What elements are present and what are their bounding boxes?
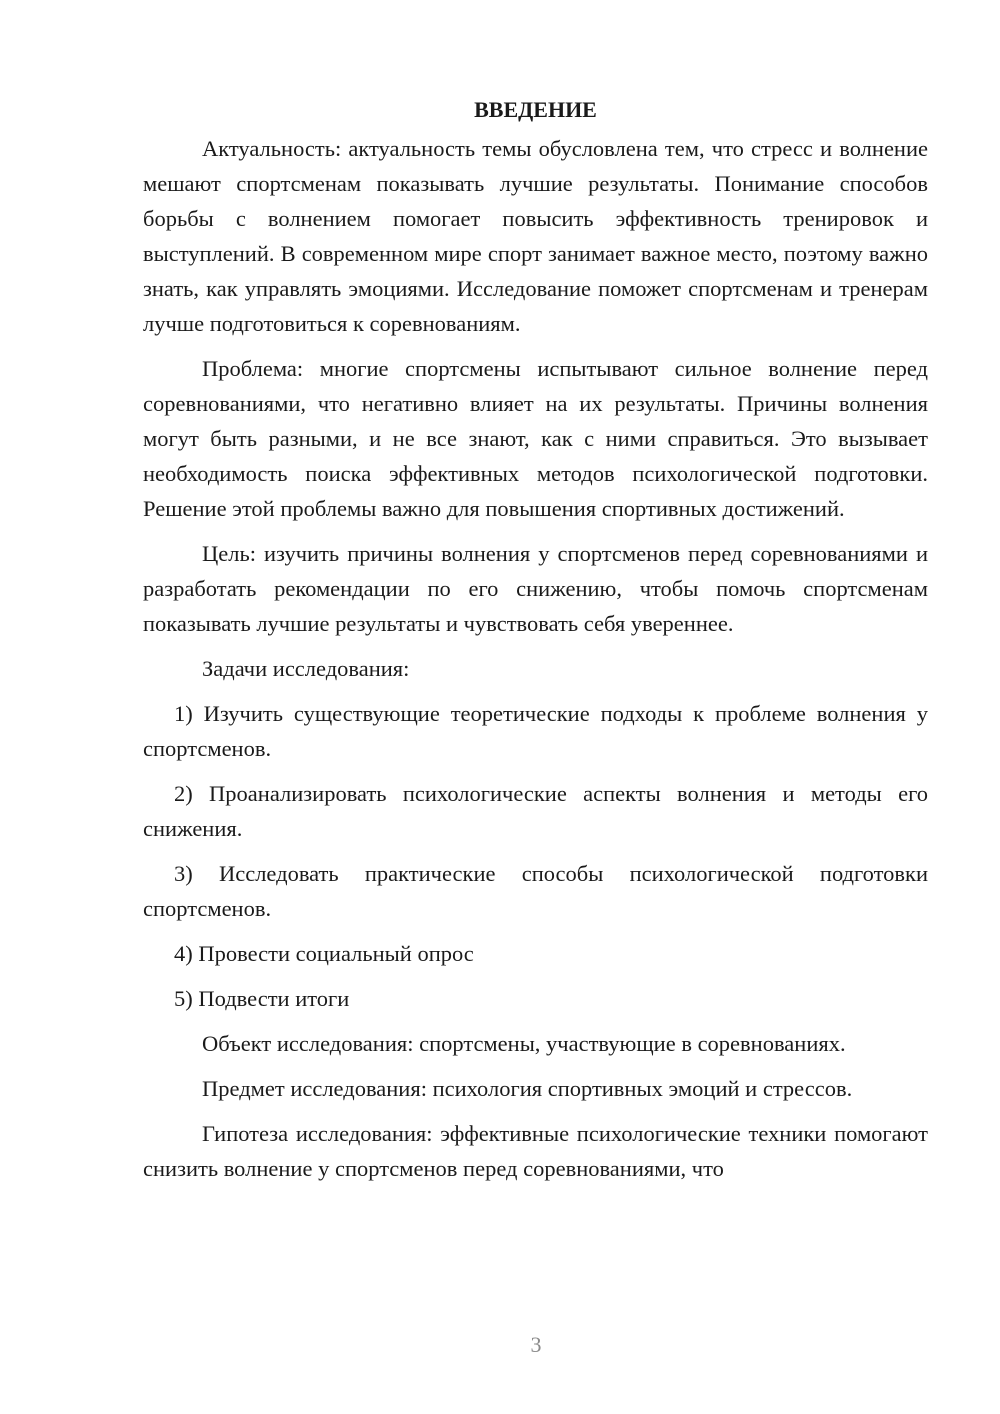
- paragraph-problem: Проблема: многие спортсмены испытывают сильное волнение перед соревнованиями, что негативно влияет на их результаты. Причины волнения могут быть разными, и не все знают, как с ними справиться. Это вызывает необходимость поиска эффективных методов психологической подготовки. Решение этой проблемы важно для повышения спортивных достижений.: [143, 356, 928, 521]
- page-content: [143, 92, 928, 1196]
- list-item-task-2: 2) Проанализировать психологические аспекты волнения и методы его снижения.: [143, 781, 928, 841]
- paragraph-subject: Предмет исследования: психология спортивных эмоций и стрессов.: [202, 1076, 853, 1101]
- list-item-task-3: 3) Исследовать практические способы психологической подготовки спортсменов.: [143, 861, 928, 921]
- page-heading: ВВЕДЕНИЕ: [474, 97, 597, 122]
- list-item-task-5: 5) Подвести итоги: [174, 986, 350, 1011]
- paragraph-tasks-intro: Задачи исследования:: [202, 656, 410, 681]
- paragraph-goal: Цель: изучить причины волнения у спортсменов перед соревнованиями и разработать рекомендации по его снижению, чтобы помочь спортсменам показывать лучшие результаты и чувствовать себя увереннее.: [143, 541, 928, 636]
- list-item-task-1: 1) Изучить существующие теоретические подходы к проблеме волнения у спортсменов.: [143, 701, 928, 761]
- paragraph-hypothesis: Гипотеза исследования: эффективные психологические техники помогают снизить волнение у спортсменов перед соревнованиями, что: [143, 1121, 928, 1181]
- list-item-task-4: 4) Провести социальный опрос: [174, 941, 474, 966]
- paragraph-object: Объект исследования: спортсмены, участвующие в соревнованиях.: [202, 1031, 846, 1056]
- paragraph-relevance: Актуальность: актуальность темы обусловлена тем, что стресс и волнение мешают спортсменам показывать лучшие результаты. Понимание способов борьбы с волнением помогает повысить эффективность тренировок и выступлений. В современном мире спорт занимает важное место, поэтому важно знать, как управлять эмоциями. Исследование поможет спортсменам и тренерам лучше подготовиться к соревнованиям.: [143, 136, 928, 336]
- page-number: 3: [530, 1332, 542, 1357]
